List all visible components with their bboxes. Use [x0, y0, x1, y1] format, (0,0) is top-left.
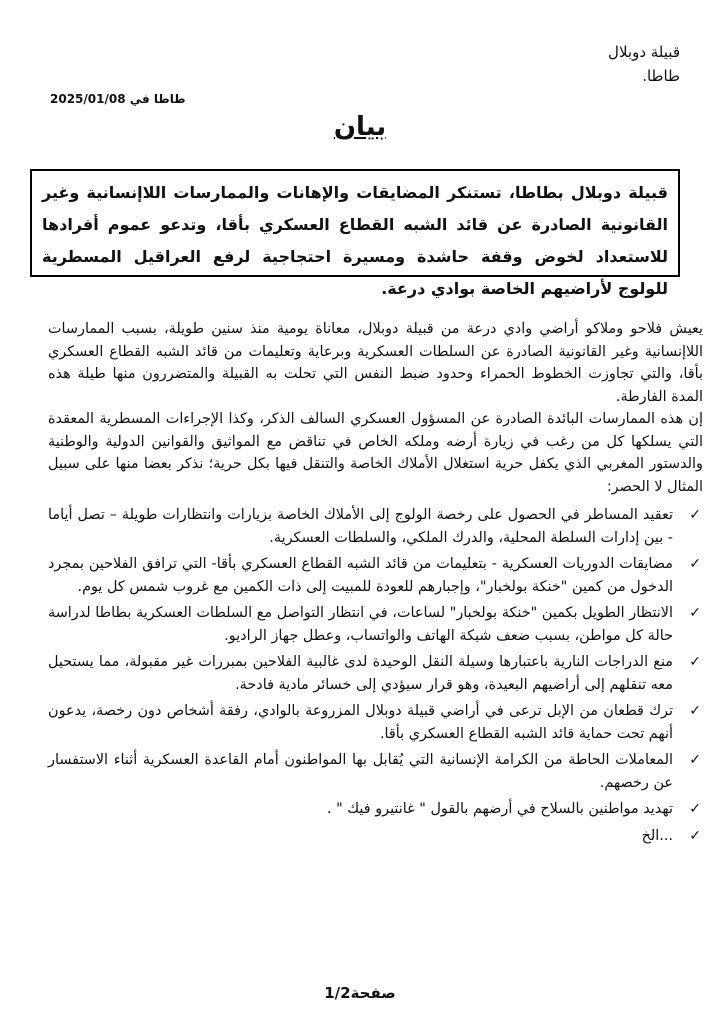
check-icon: ✓ — [689, 654, 701, 670]
list-item-text: تهديد مواطنين بالسلاح في أرضهم بالقول " غانتيرو فيك " . — [326, 801, 673, 817]
list-item — [48, 825, 703, 848]
list-item — [48, 798, 703, 821]
sender-place: طاطا. — [642, 67, 680, 85]
paragraph-intro: يعيش فلاحو وملاكو أراضي وادي درعة من قبيلة دوبلال، معاناة يومية منذ سنين طويلة، بسبب الممارسات اللاإنسانية وغير القانونية الصادرة عن السلطات العسكرية وبرعاية وتعليمات من قائد الشبه القطاع العسكري بأقا، والتي تجاوزت الخطوط الحمراء وحدود ضبط النفس التي تحلت به القبيلة والمتضررون منها طيلة هذه المدة الفارطة. — [48, 321, 703, 405]
list-item-text: ...الخ — [641, 827, 673, 844]
list-item-text: الانتظار الطويل بكمين "خنكة بولخبار" لساعات، في انتظار التواصل مع السلطات العسكرية بطاطا لدراسة حالة كل مواطن، بسبب ضعف شبكة الهاتف والواتساب، وعطل جهاز الراديو. — [48, 605, 673, 644]
page-title: بيان — [333, 112, 387, 142]
check-icon: ✓ — [689, 752, 701, 768]
list-item-text: ترك قطعان من الإبل ترعى في أراضي قبيلة دوبلال المزروعة بالوادي، رفقة أشخاص دون رخصة، يدعون أنهم تحت حماية قائد الشبه القطاع العسكري بأقا. — [48, 703, 673, 742]
statement-body — [48, 318, 703, 851]
check-icon: ✓ — [689, 801, 701, 817]
list-item — [48, 602, 703, 647]
list-item-text: مضايقات الدوريات العسكرية - بتعليمات من قائد الشبه القطاع العسكري بأقا- التي ترافق الفلاحين بمجرد الدخول من كمين "خنكة بولخبار"، وإجبارهم للعودة للمبيت إلى ذات الكمين مع غروب شمس كل يوم. — [48, 556, 673, 595]
list-item-text: المعاملات الحاطة من الكرامة الإنسانية التي يُقابل بها المواطنون أمام القاعدة العسكرية أثناء الاستفسار عن رخصهم. — [48, 752, 673, 791]
sender-tribe: قبيلة دوبلال — [608, 43, 680, 61]
list-item — [48, 504, 703, 549]
paragraph-practices: إن هذه الممارسات البائدة الصادرة عن المسؤول العسكري السالف الذكر، وكذا الإجراءات المسطرية المعقدة التي يسلكها كل من رغب في زيارة أرضه وملكه الخاص في تناقض مع المواثيق والقوانين الدولية والوطنية والدستور المغربي الذي يكفل حرية استغلال الأملاك الخاصة والتنقل فيها بكل حرية؛ نذكر بعضا منها على سبيل المثال لا الحصر: — [48, 411, 703, 495]
grievance-list — [48, 504, 703, 847]
list-item — [48, 651, 703, 696]
sender-block — [460, 40, 680, 88]
check-icon: ✓ — [689, 507, 701, 523]
check-icon: ✓ — [689, 605, 701, 621]
check-icon: ✓ — [689, 556, 701, 572]
list-item-text: منع الدراجات النارية باعتبارها وسيلة النقل الوحيدة لدى غالبية الفلاحين بمبررات غير مقبولة، مما يستحيل معه تنقلهم إلى أراضيهم البعيدة، وهو قرار سيؤدي إلى خسائر مادية فادحة. — [48, 654, 673, 693]
date-line: طاطا في 2025/01/08 — [50, 92, 186, 106]
page-number: صفحة1/2 — [324, 984, 396, 1002]
list-item — [48, 749, 703, 794]
check-icon: ✓ — [689, 827, 701, 844]
list-item — [48, 553, 703, 598]
headline-box: قبيلة دوبلال بطاطا، تستنكر المضايقات والإهانات والممارسات اللاإنسانية وغير القانونية الصادرة عن قائد الشبه القطاع العسكري بأقا، وتدعو عموم أفرادها للاستعداد لخوض وقفة حاشدة ومسيرة احتجاجية لرفع العراقيل المسطرية للولوج لأراضيهم الخاصة بوادي درعة. — [30, 169, 680, 277]
list-item-text: تعقيد المساطر في الحصول على رخصة الولوج إلى الأملاك الخاصة بزيارات وانتظارات طويلة – تصل أياما - بين إدارات السلطة المحلية، والدرك الملكي، والسلطات العسكرية. — [48, 507, 673, 546]
list-item — [48, 700, 703, 745]
check-icon: ✓ — [689, 703, 701, 719]
